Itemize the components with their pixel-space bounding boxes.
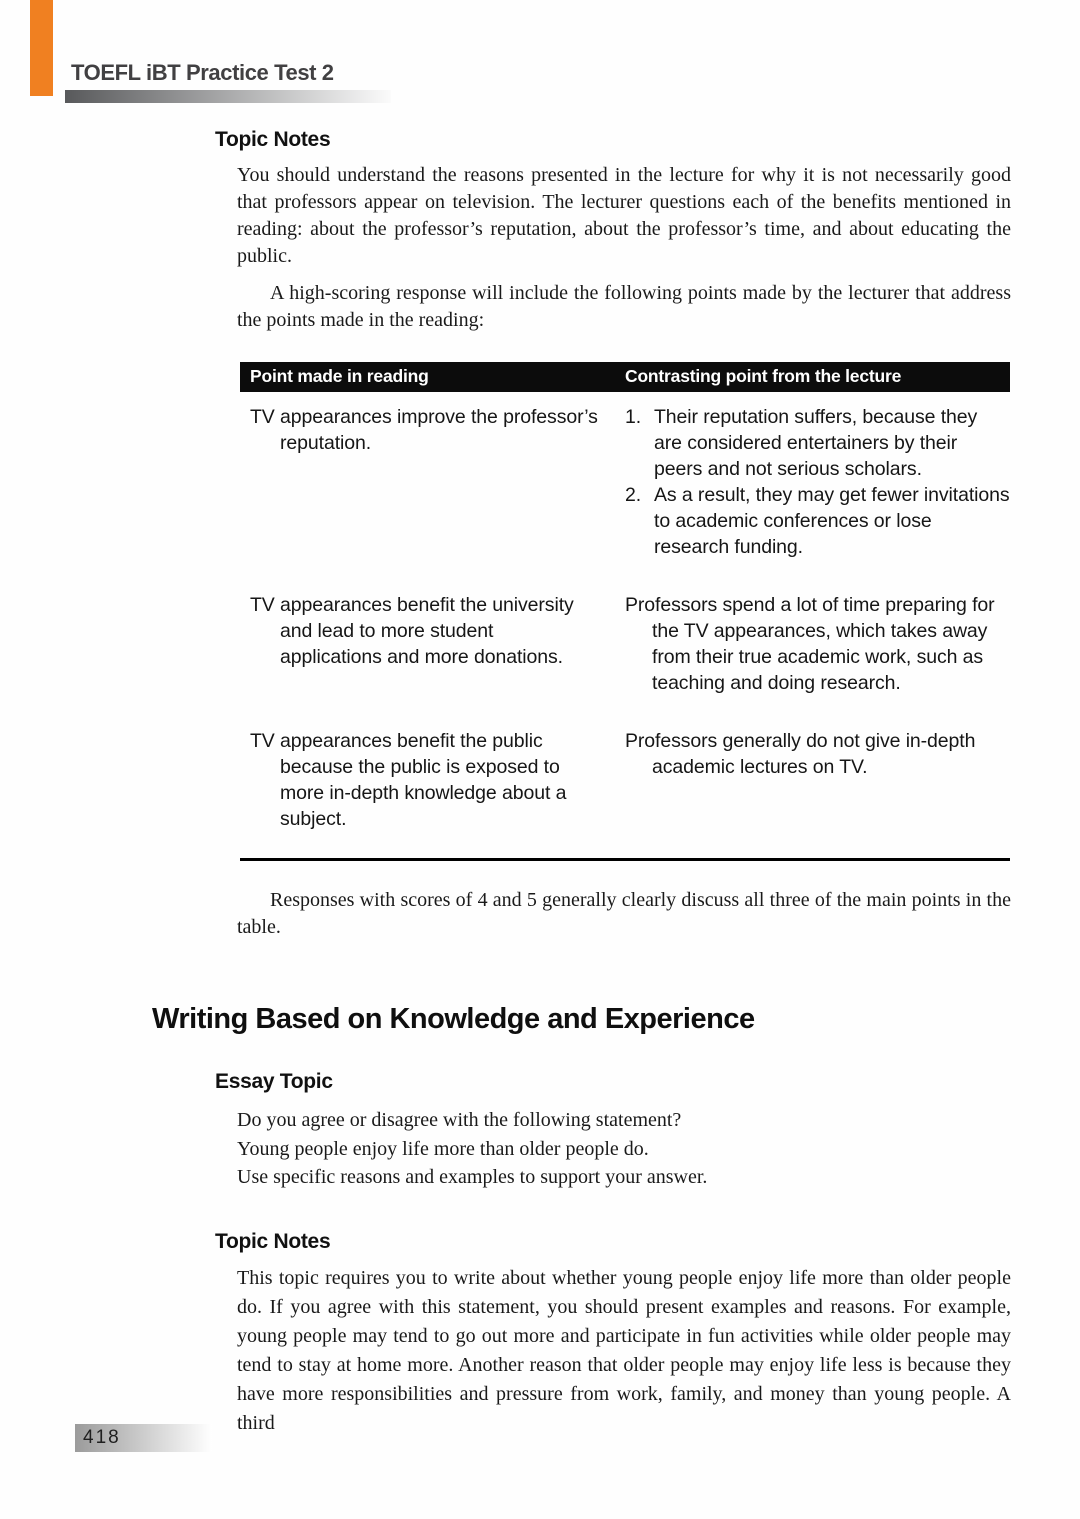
essay-line-2: Young people enjoy life more than older people do. bbox=[237, 1137, 649, 1160]
page-number: 418 bbox=[83, 1427, 121, 1448]
section-heading: Writing Based on Knowledge and Experience bbox=[152, 1003, 755, 1035]
essay-line-3: Use specific reasons and examples to support your answer. bbox=[237, 1166, 708, 1188]
table-header-row bbox=[240, 362, 1010, 392]
essay-topic-heading: Essay Topic bbox=[215, 1070, 333, 1093]
table-row bbox=[240, 728, 1010, 832]
lecture-point-2: Professors spend a lot of time preparing for the TV appearances, which takes away from their true academic work, such as teaching and doing research. bbox=[625, 594, 995, 694]
scores-paragraph: Responses with scores of 4 and 5 generally clearly discuss all three of the main points in the table. bbox=[237, 889, 1011, 938]
reading-point-1: TV appearances improve the professor’s reputation. bbox=[250, 406, 598, 454]
lecture-point-3: Professors generally do not give in-depth academic lectures on TV. bbox=[625, 730, 976, 778]
list-text: Their reputation suffers, because they are considered entertainers by their peers and not serious scholars. bbox=[654, 406, 978, 480]
list-number: 2. bbox=[625, 484, 642, 506]
table-row bbox=[240, 404, 1010, 560]
lecture-list-item bbox=[625, 404, 1010, 482]
topic-notes-heading-2: Topic Notes bbox=[215, 1229, 331, 1253]
page-number-bar bbox=[75, 1424, 212, 1452]
reading-point-2: TV appearances benefit the university and lead to more student applications and more donations. bbox=[250, 594, 574, 668]
header-gradient-bar bbox=[65, 90, 391, 103]
table-header-lecture: Contrasting point from the lecture bbox=[625, 366, 902, 386]
comparison-table bbox=[240, 362, 1010, 861]
lecture-point-1 bbox=[625, 404, 1010, 560]
table-row bbox=[240, 592, 1010, 696]
list-number: 1. bbox=[625, 406, 642, 428]
accent-stripe bbox=[30, 0, 53, 96]
page-content bbox=[0, 128, 1080, 1438]
essay-line-1: Do you agree or disagree with the following statement? bbox=[237, 1109, 682, 1131]
lecture-list-item bbox=[625, 482, 1010, 560]
topic-notes-heading: Topic Notes bbox=[215, 128, 331, 151]
topic-notes-paragraph-3: This topic requires you to write about whether young people enjoy life more than older people do. If you agree with this statement, you should present examples and reasons. For example, young people may tend to go out more and participate in fun activities while older people may tend to stay at home more. Another reason that older people may enjoy life less is because they have more responsibilities and pressure from work, family, and money than young people. A third bbox=[237, 1266, 1011, 1434]
page-header-title: TOEFL iBT Practice Test 2 bbox=[71, 60, 334, 85]
topic-notes-paragraph-1: You should understand the reasons presented in the lecture for why it is not necessarily good that professors appear on television. The lecturer questions each of the benefits mentioned in reading: about the professor’s reputation, about the professor’s time, and about educating the public. bbox=[237, 164, 1011, 267]
essay-topic-lines bbox=[237, 1106, 1080, 1192]
topic-notes-paragraph-2: A high-scoring response will include the following points made by the lecturer that address the points made in the reading: bbox=[237, 282, 1011, 331]
table-header-reading: Point made in reading bbox=[250, 366, 429, 386]
reading-point-3: TV appearances benefit the public because the public is exposed to more in-depth knowledge about a subject. bbox=[250, 730, 567, 830]
list-text: As a result, they may get fewer invitations to academic conferences or lose research funding. bbox=[654, 484, 1010, 558]
